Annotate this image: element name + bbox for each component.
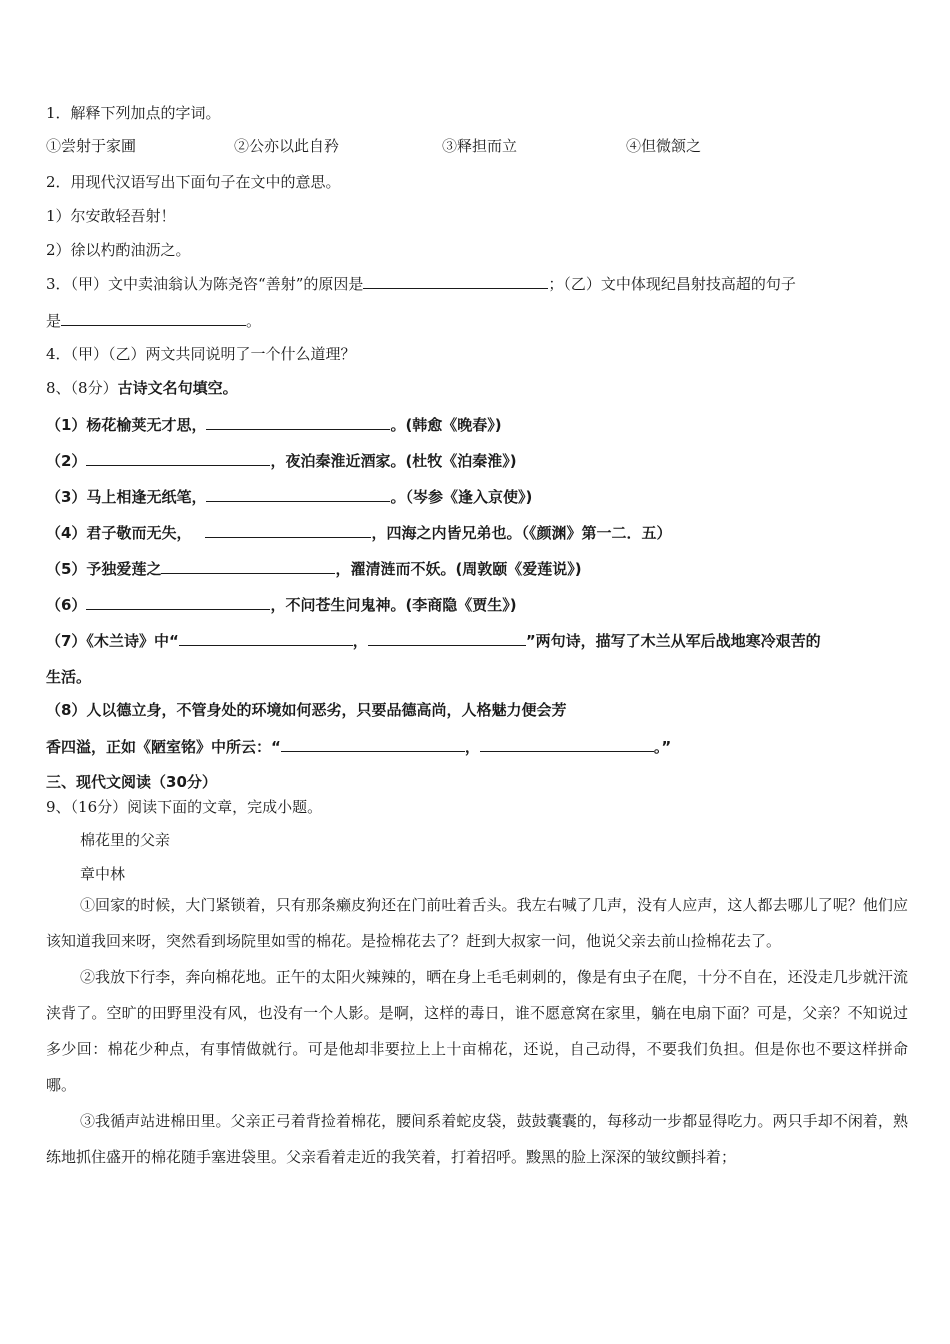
q8-item-5-blank[interactable]	[161, 558, 335, 574]
q8-item-2-blank[interactable]	[86, 450, 270, 466]
q8-item-1-source: 。(韩愈《晚春》)	[390, 416, 502, 434]
q8-item-8-blank-1[interactable]	[281, 736, 465, 752]
q3-text-4: 。	[246, 312, 262, 330]
q8-item-5-source: ，濯清涟而不妖。(周敦颐《爱莲说》)	[335, 560, 582, 578]
q1-option-4: ④但微颔之	[626, 137, 702, 155]
q8-item-5-text: （5）予独爱莲之	[46, 560, 162, 578]
q8-item-1-text: （1）杨花榆荚无才思，	[46, 416, 207, 434]
q3-text-2: ；（乙）文中体现纪昌射技高超的句子	[548, 275, 796, 293]
article-paragraph-3: ③我循声站进棉田里。父亲正弓着背捡着棉花，腰间系着蛇皮袋，鼓鼓囊囊的，每移动一步都显得吃力。两只手却不闲着，熟练地抓住盛开的棉花随手塞进袋里。父亲看着走近的我笑着，打着招呼。黢黑的脸上深深的皱纹颤抖着；	[46, 1112, 908, 1166]
q8-item-7-cont: 生活。	[46, 668, 92, 686]
q9-intro: 9、（16分）阅读下面的文章，完成小题。	[46, 798, 323, 816]
q1-option-2: ②公亦以此自矜	[234, 137, 340, 155]
article-paragraph-2: ②我放下行李，奔向棉花地。正午的太阳火辣辣的，晒在身上毛毛刺刺的，像是有虫子在爬，十分不自在，还没走几步就汗流浃背了。空旷的田野里没有风，也没有一个人影。是啊，这样的毒日，谁不愿意窝在家里，躺在电扇下面？可是，父亲？不知说过多少回：棉花少种点，有事情做就行。可是他却非要拉上上十亩棉花，还说，自己动得，不要我们负担。但是你也不要这样拼命哪。	[46, 968, 908, 1094]
q1-option-3: ③释担而立	[442, 137, 518, 155]
q8-item-6-blank[interactable]	[86, 594, 270, 610]
q3-text-3: 是	[46, 312, 62, 330]
q8-item-3-blank[interactable]	[206, 486, 390, 502]
q4-text: 4．（甲）（乙）两文共同说明了一个什么道理？	[46, 345, 356, 363]
q8-item-5	[46, 558, 582, 579]
q8-item-3-source: 。（岑参《逢入京使》)	[390, 488, 533, 506]
q8-item-8-comma: ，	[464, 738, 480, 756]
q8-score: （8分）	[70, 379, 118, 397]
q1-option-1: ①尝射于家圃	[46, 137, 137, 155]
q8-item-7	[46, 630, 821, 651]
q8-item-1-blank[interactable]	[206, 414, 390, 430]
q3-line-1	[46, 273, 796, 294]
q2-title: 2．用现代汉语写出下面句子在文中的意思。	[46, 173, 341, 191]
q1-title: 1．解释下列加点的字词。	[46, 104, 221, 122]
q8-title: 古诗文名句填空。	[117, 379, 238, 397]
q8-item-6-num: （6）	[46, 596, 87, 614]
q8-item-2	[46, 450, 517, 471]
article-author: 章中林	[80, 865, 126, 883]
q8-item-6	[46, 594, 517, 615]
q8-item-8-blank-2[interactable]	[480, 736, 654, 752]
q8-item-6-text: ，不问苍生问鬼神。(李商隐《贾生》)	[270, 596, 517, 614]
q3-text-1: 3．（甲）文中卖油翁认为陈尧咨“善射”的原因是	[46, 275, 364, 293]
q8-number: 8、	[46, 379, 71, 397]
q8-item-7-text-2: ”两句诗，描写了木兰从军后战地寒冷艰苦的	[525, 632, 821, 650]
q8-item-2-num: （2）	[46, 452, 87, 470]
q8-item-7-blank-1[interactable]	[179, 630, 353, 646]
article-body	[46, 887, 908, 1175]
q8-item-4-blank[interactable]	[205, 522, 371, 538]
q8-item-4-source: ，四海之内皆兄弟也。（《颜渊》第一二．五）	[371, 524, 672, 542]
q3-line-2	[46, 310, 261, 331]
q8-item-7-text: （7）《木兰诗》中“	[46, 632, 179, 650]
q8-item-8-cont	[46, 736, 671, 757]
q8-item-7-comma: ，	[352, 632, 368, 650]
q8-item-3	[46, 486, 532, 507]
q8-item-3-text: （3）马上相逢无纸笔，	[46, 488, 207, 506]
q8-item-8: （8）人以德立身，不管身处的环境如何恶劣，只要品德高尚，人格魅力便会芳	[46, 701, 567, 719]
q8-item-7-blank-2[interactable]	[368, 630, 526, 646]
q3-blank-2[interactable]	[61, 310, 246, 326]
q2-sentence-1: 1）尔安敢轻吾射！	[46, 207, 176, 225]
article-title: 棉花里的父亲	[80, 831, 171, 849]
section3-title: 三、现代文阅读（30分）	[46, 773, 217, 791]
q8-item-8-end: 。”	[653, 738, 672, 756]
q8-item-2-text: ，夜泊秦淮近酒家。(杜牧《泊秦淮》)	[270, 452, 517, 470]
q3-blank-1[interactable]	[363, 273, 548, 289]
q8-item-4	[46, 522, 671, 543]
q2-sentence-2: 2）徐以杓酌油沥之。	[46, 241, 191, 259]
q8-item-4-text: （4）君子敬而无失，	[46, 524, 192, 542]
article-paragraph-1: ①回家的时候，大门紧锁着，只有那条癞皮狗还在门前吐着舌头。我左右喊了几声，没有人应声，这人都去哪儿了呢？他们应该知道我回来呀，突然看到场院里如雪的棉花。是捡棉花去了？赶到大叔家一问，他说父亲去前山捡棉花去了。	[46, 896, 908, 950]
q8-item-1	[46, 414, 502, 435]
q8-heading	[46, 378, 238, 398]
q1-options	[46, 136, 906, 156]
q8-item-8-text: 香四溢，正如《陋室铭》中所云：“	[46, 738, 281, 756]
